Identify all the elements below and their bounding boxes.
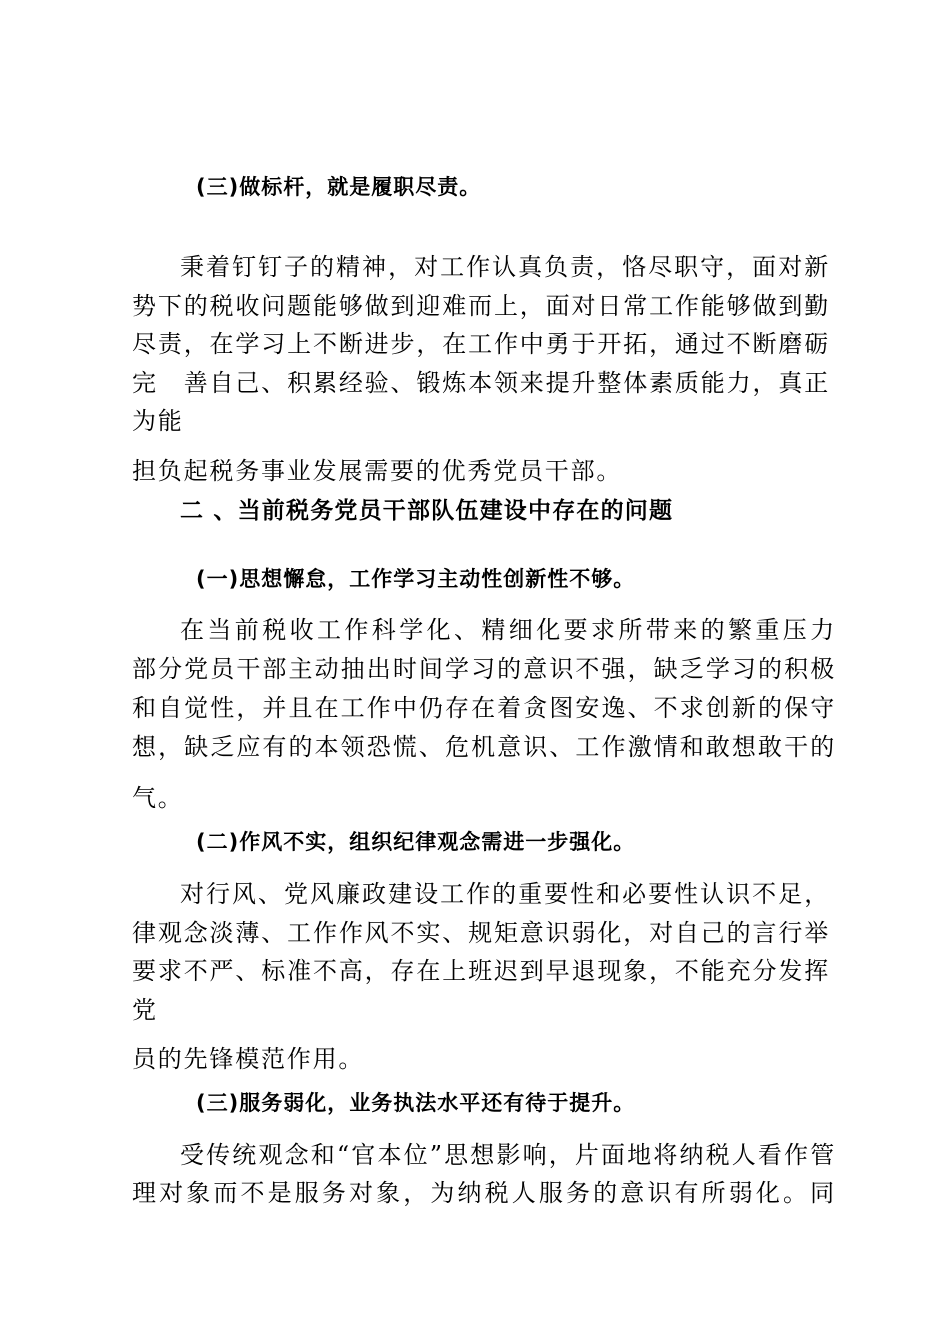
subheading-ideological-slackness: (一)思想懈怠，工作学习主动性创新性不够。: [196, 567, 636, 591]
paragraph-line: 对行风、党风廉政建设工作的重要性和必要性认识不足，: [180, 880, 830, 908]
subheading-be-benchmark: (三)做标杆，就是履职尽责。: [196, 175, 482, 199]
subheading-service-weakened: (三)服务弱化，业务执法水平还有待于提升。: [196, 1091, 636, 1115]
paragraph-line: 势下的税收问题能够做到迎难而上，面对日常工作能够做到勤: [132, 292, 830, 320]
paragraph-line: 和自觉性，并且在工作中仍存在着贪图安逸、不求创新的保守: [132, 694, 836, 722]
paragraph-line: 员的先锋模范作用。: [132, 1045, 365, 1073]
paragraph-line: 部分党员干部主动抽出时间学习的意识不强，缺乏学习的积极: [132, 655, 836, 683]
paragraph-line: 理对象而不是服务对象，为纳税人服务的意识有所弱化。同: [132, 1179, 836, 1207]
section-heading-current-problems: 二 、当前税务党员干部队伍建设中存在的问题: [180, 498, 674, 524]
paragraph-line: 要求不严、标准不高，存在上班迟到早退现象，不能充分发挥: [132, 957, 830, 985]
paragraph-line: 为能: [132, 407, 184, 435]
paragraph-line: 尽责，在学习上不断进步，在工作中勇于开拓，通过不断磨砺: [132, 330, 830, 358]
paragraph-line: 在当前税收工作科学化、精细化要求所带来的繁重压力: [180, 616, 836, 644]
paragraph-line: 想，缺乏应有的本领恐慌、危机意识、工作激情和敢想敢干的: [132, 733, 836, 761]
paragraph-line: 完 善自己、积累经验、锻炼本领来提升整体素质能力，真正: [132, 369, 830, 397]
paragraph-line: 受传统观念和“官本位”思想影响，片面地将纳税人看作管: [180, 1141, 836, 1169]
paragraph-line: 律观念淡薄、工作作风不实、规矩意识弱化，对自己的言行举: [132, 919, 830, 947]
subheading-work-style: (二)作风不实，组织纪律观念需进一步强化。: [196, 830, 636, 854]
paragraph-line: 气。: [132, 784, 184, 812]
paragraph-line: 担负起税务事业发展需要的优秀党员干部。: [132, 457, 623, 485]
paragraph-line: 秉着钉钉子的精神，对工作认真负责，恪尽职守，面对新: [180, 253, 830, 281]
paragraph-line: 党: [132, 996, 158, 1024]
